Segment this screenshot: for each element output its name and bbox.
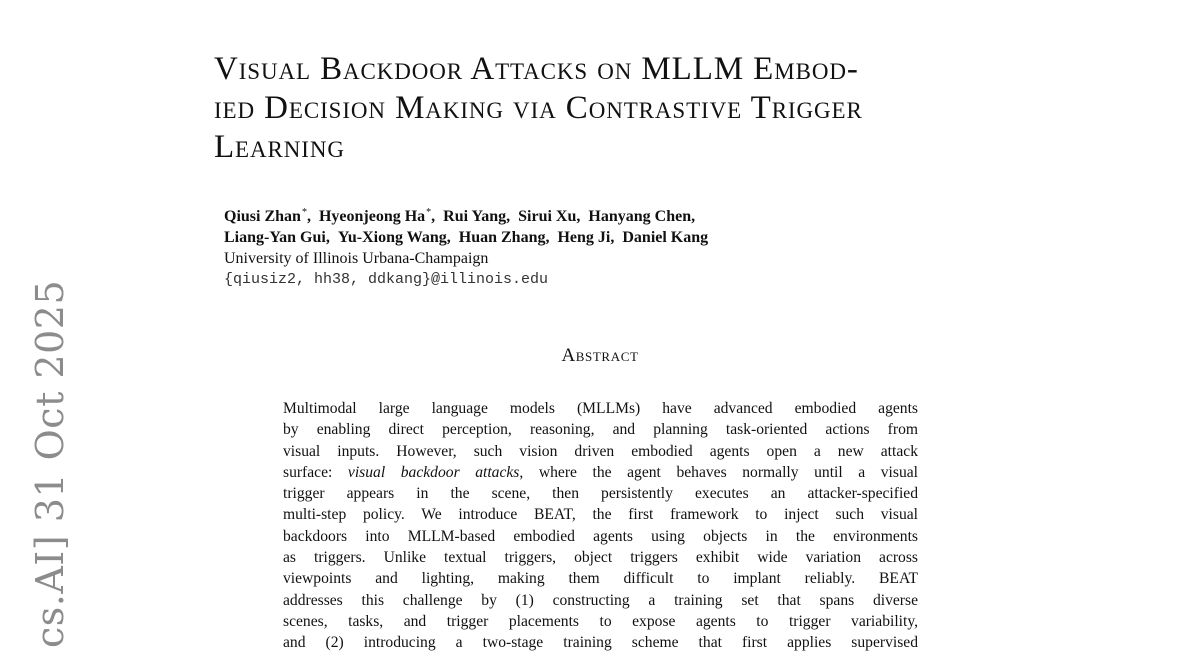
author-name-text: Qiusi Zhan [224, 208, 301, 225]
author-block [224, 202, 1004, 290]
author-name: Yu-Xiong Wang, [337, 229, 451, 246]
equal-contribution-mark: * [426, 207, 432, 218]
abstract-line: and (2) introducing a two-stage training scheme that first applies supervised [283, 634, 918, 652]
abstract-line: scenes, tasks, and trigger placements to expose agents to trigger variability, [283, 612, 918, 630]
abstract-line: Multimodal large language models (MLLMs) have advanced embodied agents [283, 400, 918, 417]
author-line-2 [224, 227, 1004, 248]
abstract-line: visual inputs. However, such vision driven embodied agents open a new attack [283, 442, 918, 460]
abstract-line: as triggers. Unlike textual triggers, object triggers exhibit wide variation across [283, 549, 918, 567]
abstract-text: , where the agent behaves normally until a visual [519, 463, 918, 481]
arxiv-identifier-stamp: cs.AI] 31 Oct 2025 [28, 279, 72, 648]
title-line-2: ied Decision Making via Contrastive Trigger [214, 90, 863, 126]
abstract-text: surface: [283, 463, 348, 481]
abstract-line [283, 462, 918, 483]
author-name: Daniel Kang [622, 229, 709, 246]
author-name: Liang-Yan Gui, [224, 229, 330, 246]
abstract-line: by enabling direct perception, reasoning, and planning task-oriented actions from [283, 421, 918, 439]
author-name-text: Rui Yang [443, 208, 507, 225]
paper-title [214, 50, 1014, 167]
author-name-text: Hanyang Chen, [588, 208, 696, 225]
author-name: Hyeonjeong Ha*, [318, 207, 444, 225]
author-name: Huan Zhang, [458, 229, 550, 246]
author-name: Rui Yang, [443, 208, 519, 225]
title-line-3: Learning [214, 129, 345, 165]
abstract-emphasis: visual backdoor attacks [347, 463, 520, 481]
abstract-line: addresses this challenge by (1) constructing a training set that spans diverse [283, 591, 918, 609]
abstract-line: multi-step policy. We introduce BEAT, the first framework to inject such visual [283, 506, 918, 524]
author-line-1 [224, 202, 1004, 227]
author-name: Sirui Xu, [518, 208, 589, 225]
author-name: Qiusi Zhan*, [224, 207, 319, 225]
author-name: Heng Ji, [557, 229, 615, 246]
abstract-line: backdoors into MLLM-based embodied agents using objects in the environments [283, 527, 918, 545]
affiliation: University of Illinois Urbana-Champaign [224, 250, 489, 267]
equal-contribution-mark: * [301, 207, 307, 218]
author-emails: {qiusiz2, hh38, ddkang}@illinois.edu [224, 271, 549, 288]
author-name-text: Hyeonjeong Ha [318, 208, 426, 225]
author-name-text: Sirui Xu [518, 208, 577, 225]
abstract-line: trigger appears in the scene, then persistently executes an attacker-specified [283, 485, 918, 503]
abstract-line: viewpoints and lighting, making them difficult to implant reliably. BEAT [283, 570, 918, 588]
abstract-heading: Abstract [561, 345, 639, 366]
title-line-1: Visual Backdoor Attacks on MLLM Embod- [214, 51, 859, 87]
author-name [588, 208, 695, 225]
abstract-body [283, 398, 918, 654]
